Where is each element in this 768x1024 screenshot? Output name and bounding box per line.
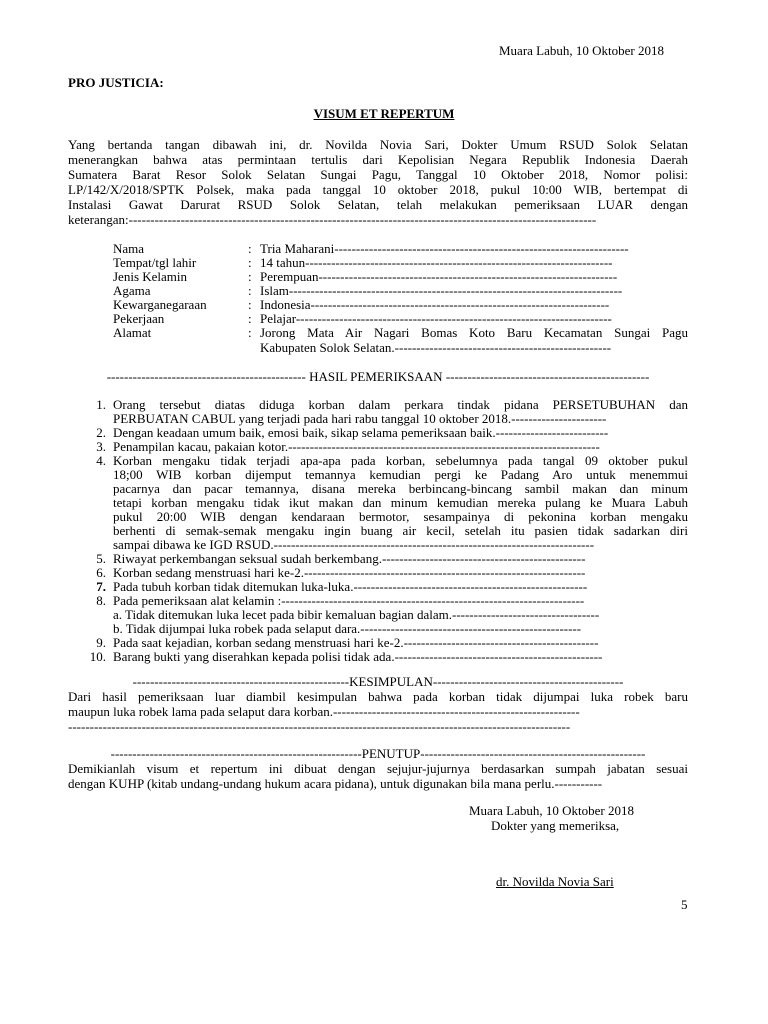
kesimpulan-line: maupun luka robek lama pada selaput dara korban.---------------------------------------------------------	[68, 705, 580, 719]
identity-label: Alamat	[113, 326, 152, 340]
identity-value: Indonesia---------------------------------------------------------------------	[260, 298, 610, 312]
intro-line: keterangan:------------------------------------------------------------------------------------------------------------	[68, 213, 597, 227]
identity-value: 14 tahun-----------------------------------------------------------------------	[260, 256, 613, 270]
intro-line: LP/142/X/2018/SPTK Polsek, maka pada tanggal 10 oktober 2018, pukul 10:00 WIB, bertempat di	[68, 183, 688, 197]
finding-text: tetapi korban mengaku tidak ikut makan dan minum kemudian mereka pulang ke Muara Labuh	[113, 496, 688, 510]
intro-line: Instalasi Gawat Darurat RSUD Solok Selatan, telah melakukan pemeriksaan LUAR dengan	[68, 198, 688, 212]
finding-text: Riwayat perkembangan seksual sudah berkembang.-----------------------------------------------	[113, 552, 586, 566]
identity-row	[0, 284, 690, 298]
identity-label: Agama	[113, 284, 151, 298]
finding-number: 8.	[96, 593, 106, 608]
finding-subitem: b. Tidak dijumpai luka robek pada selaput dara.---------------------------------------------------	[113, 622, 582, 636]
identity-label: Kewarganegaraan	[113, 298, 207, 312]
identity-colon: :	[248, 256, 252, 270]
finding-text: Barang bukti yang diserahkan kepada polisi tidak ada.------------------------------------------------	[113, 650, 603, 664]
identity-value: Perempuan---------------------------------------------------------------------	[260, 270, 618, 284]
finding-number: 6.	[96, 565, 106, 580]
finding-number: 9.	[96, 635, 106, 650]
penutup-heading: ----------------------------------------------------------PENUTUP----------------------------------------------------	[110, 747, 646, 761]
penutup-line: dengan KUHP (kitab undang-undang hukum acara pidana), untuk digunakan bila mana perlu.-----------	[68, 777, 603, 791]
kesimpulan-line: --------------------------------------------------------------------------------------------------------------------	[68, 720, 571, 734]
signature-place-date: Muara Labuh, 10 Oktober 2018	[469, 803, 634, 818]
identity-value: Islam-----------------------------------------------------------------------------	[260, 284, 623, 298]
identity-value: Jorong Mata Air Nagari Bomas Koto Baru Kecamatan Sungai Pagu	[260, 326, 688, 340]
identity-colon: :	[248, 326, 252, 340]
identity-value: Tria Maharani--------------------------------------------------------------------	[260, 242, 629, 256]
identity-label: Tempat/tgl lahir	[113, 256, 197, 270]
finding-text: Pada saat kejadian, korban sedang menstruasi hari ke-2.---------------------------------------------	[113, 636, 599, 650]
identity-label: Jenis Kelamin	[113, 270, 188, 284]
finding-text: Dengan keadaan umum baik, emosi baik, sikap selama pemeriksaan baik.--------------------------	[113, 426, 609, 440]
identity-colon: :	[248, 298, 252, 312]
finding-number: 1.	[96, 397, 106, 412]
finding-text: Penampilan kacau, pakaian kotor.------------------------------------------------------------------------	[113, 440, 600, 454]
identity-row	[0, 256, 690, 270]
identity-row	[0, 270, 690, 284]
identity-row	[0, 298, 690, 312]
finding-text: sampai dibawa ke IGD RSUD.--------------------------------------------------------------------------	[113, 538, 595, 552]
identity-value: Pelajar-------------------------------------------------------------------------	[260, 312, 612, 326]
identity-value-continued: Kabupaten Solok Selatan.--------------------------------------------------	[260, 341, 612, 355]
intro-line: Yang bertanda tangan dibawah ini, dr. Novilda Novia Sari, Dokter Umum RSUD Solok Selatan	[68, 138, 688, 152]
identity-colon: :	[248, 312, 252, 326]
identity-colon: :	[248, 242, 252, 256]
identity-colon: :	[248, 270, 252, 284]
identity-label: Nama	[113, 242, 145, 256]
signature-name: dr. Novilda Novia Sari	[496, 874, 614, 889]
finding-subitem: a. Tidak ditemukan luka lecet pada bibir kemaluan bagian dalam.----------------------------------	[113, 608, 600, 622]
finding-text: Pada tubuh korban tidak ditemukan luka-luka.------------------------------------------------------	[113, 580, 588, 594]
signature-role: Dokter yang memeriksa,	[491, 818, 620, 833]
finding-text: Korban mengaku tidak terjadi apa-apa pada korban, sebelumnya pada tangal 09 oktober pukul	[113, 454, 688, 468]
document-title: VISUM ET REPERTUM	[313, 106, 455, 121]
identity-row	[0, 242, 690, 256]
finding-text: 18;00 WIB korban dijemput temannya kemudian pergi ke Padang Aro untuk menemmui	[113, 468, 688, 482]
intro-line: menerangkan bahwa atas permintaan tertulis dari Kepolisian Negara Republik Indonesia Daerah	[68, 153, 688, 167]
finding-number: 3.	[96, 439, 106, 454]
page-number: 5	[681, 897, 688, 912]
kesimpulan-heading: --------------------------------------------------KESIMPULAN--------------------------------------------	[132, 675, 624, 689]
identity-label: Pekerjaan	[113, 312, 165, 326]
penutup-line: Demikianlah visum et repertum ini dibuat dengan sejujur-jujurnya berdasarkan sumpah jabatan sesuai	[68, 762, 688, 776]
finding-number: 2.	[96, 425, 106, 440]
finding-number: 10.	[89, 649, 106, 664]
finding-number: 4.	[96, 453, 106, 468]
finding-text: Korban sedang menstruasi hari ke-2.-----------------------------------------------------------------	[113, 566, 586, 580]
finding-text: pukul 20:00 WIB dengan kendaraan bermotor, sesampainya di pekonina korban mengaku	[113, 510, 688, 524]
header-place-date: Muara Labuh, 10 Oktober 2018	[499, 43, 664, 58]
finding-text: Orang tersebut diatas diduga korban dalam perkara tindak pidana PERSETUBUHAN dan	[113, 398, 688, 412]
finding-text: Pada pemeriksaan alat kelamin :----------------------------------------------------------------------	[113, 594, 585, 608]
finding-number: 5.	[96, 551, 106, 566]
finding-text: PERBUATAN CABUL yang terjadi pada hari rabu tanggal 10 oktober 2018.----------------------	[113, 412, 607, 426]
intro-line: Sumatera Barat Resor Solok Selatan Sungai Pagu, Tanggal 10 Oktober 2018, Nomor polisi:	[68, 168, 688, 182]
hasil-heading: ---------------------------------------------- HASIL PEMERIKSAAN -----------------------------------------------	[106, 370, 650, 384]
identity-row	[0, 326, 690, 340]
finding-text: pacarnya dan pacar temannya, disana mereka berbincang-bincang sambil makan dan minum	[113, 482, 688, 496]
kesimpulan-line: Dari hasil pemeriksaan luar diambil kesimpulan bahwa pada korban tidak dijumpai luka robek baru	[68, 690, 688, 704]
pro-justicia-label: PRO JUSTICIA:	[68, 75, 164, 90]
finding-number: 7.	[96, 579, 106, 594]
identity-colon: :	[248, 284, 252, 298]
finding-text: berhenti di semak-semak mengaku ingin buang air kecil, setelah itu pasien tidak sadarkan diri	[113, 524, 688, 538]
identity-row	[0, 312, 690, 326]
